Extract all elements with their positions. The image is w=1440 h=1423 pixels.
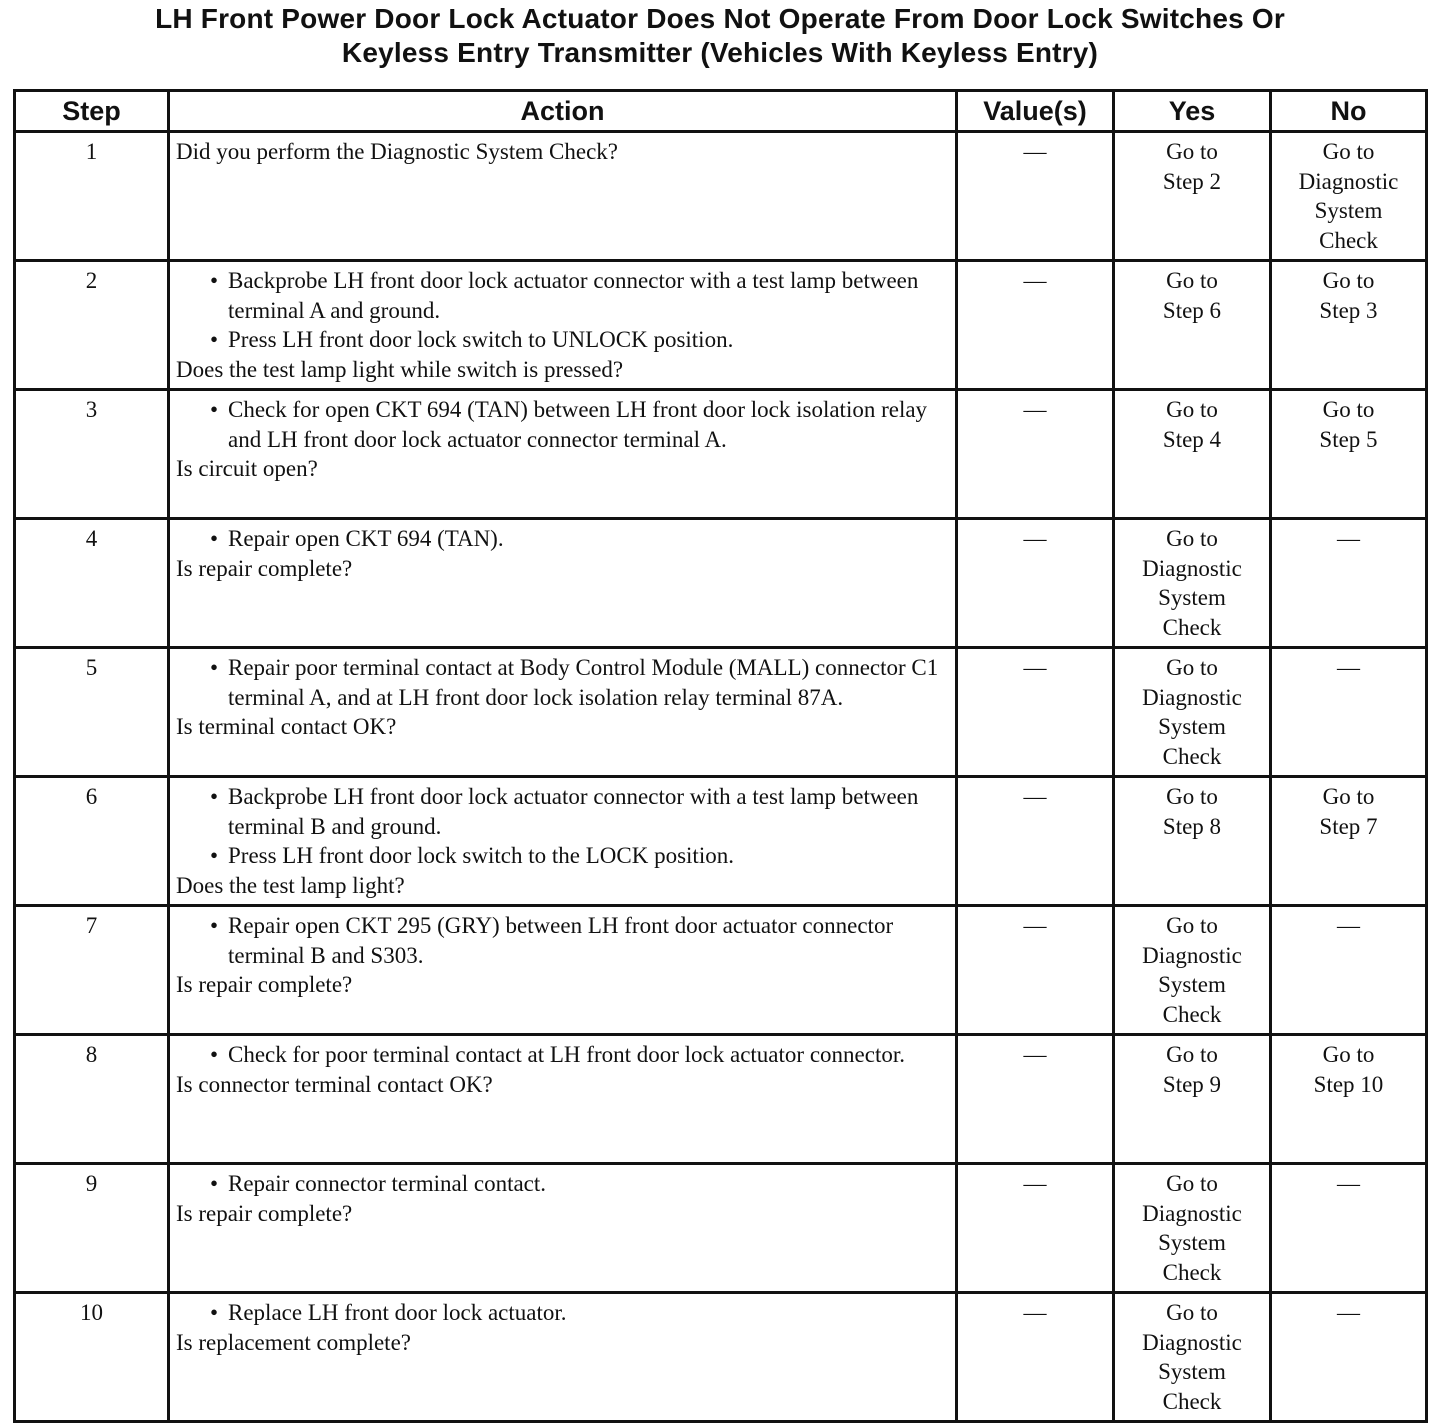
value-cell: — [957, 777, 1114, 906]
table-row [15, 132, 1427, 261]
header-no: No [1271, 91, 1427, 132]
no-cell: Go to Step 7 [1271, 777, 1427, 906]
step-number: 8 [15, 1035, 169, 1164]
no-cell: Go to Step 3 [1271, 261, 1427, 390]
table-row [15, 777, 1427, 906]
page-title [0, 2, 1440, 70]
no-cell: — [1271, 906, 1427, 1035]
step-number: 1 [15, 132, 169, 261]
title-line-2: Keyless Entry Transmitter (Vehicles With Keyless Entry) [341, 37, 1099, 68]
table-row [15, 1164, 1427, 1293]
action-cell [169, 519, 957, 648]
value-cell: — [957, 261, 1114, 390]
action-bullet: • Repair poor terminal contact at Body Control Module (MALL) connector C1 terminal A, and at LH front door lock isolation relay terminal 87A. [176, 653, 949, 712]
action-cell [169, 132, 957, 261]
value-cell: — [957, 648, 1114, 777]
yes-cell: Go to Step 2 [1114, 132, 1271, 261]
table-row [15, 648, 1427, 777]
table-row [15, 1035, 1427, 1164]
no-cell: — [1271, 648, 1427, 777]
table-body [15, 132, 1427, 1422]
no-cell: Go to Diagnostic System Check [1271, 132, 1427, 261]
yes-cell: Go to Diagnostic System Check [1114, 1164, 1271, 1293]
action-cell [169, 1035, 957, 1164]
action-bullet: • Check for poor terminal contact at LH front door lock actuator connector. [176, 1040, 949, 1070]
action-cell [169, 906, 957, 1035]
action-cell [169, 777, 957, 906]
action-question: Is repair complete? [176, 1200, 353, 1226]
action-question: Does the test lamp light while switch is pressed? [176, 356, 624, 382]
step-number: 2 [15, 261, 169, 390]
action-question: Is terminal contact OK? [176, 714, 397, 739]
action-question: Does the test lamp light? [176, 872, 405, 898]
header-action: Action [169, 91, 957, 132]
action-question: Is connector terminal contact OK? [176, 1071, 493, 1097]
action-bullet: • Press LH front door lock switch to the LOCK position. [176, 841, 949, 871]
table-header-row [15, 91, 1427, 132]
action-bullet: • Backprobe LH front door lock actuator connector with a test lamp between terminal A and ground. [176, 266, 949, 325]
value-cell: — [957, 132, 1114, 261]
no-cell: — [1271, 1164, 1427, 1293]
action-cell [169, 648, 957, 777]
value-cell: — [957, 519, 1114, 648]
action-bullet: • Check for open CKT 694 (TAN) between LH front door lock isolation relay and LH front door lock actuator connector terminal A. [176, 395, 949, 454]
action-bullet: • Press LH front door lock switch to UNLOCK position. [176, 325, 949, 355]
action-bullet: • Repair open CKT 694 (TAN). [176, 524, 949, 554]
yes-cell: Go to Diagnostic System Check [1114, 1293, 1271, 1422]
yes-cell: Go to Step 8 [1114, 777, 1271, 906]
step-number: 10 [15, 1293, 169, 1422]
table-row [15, 1293, 1427, 1422]
step-number: 9 [15, 1164, 169, 1293]
no-cell: Go to Step 10 [1271, 1035, 1427, 1164]
header-yes: Yes [1114, 91, 1271, 132]
diagnostic-table [13, 89, 1428, 1423]
value-cell: — [957, 1164, 1114, 1293]
table-row [15, 261, 1427, 390]
action-cell [169, 261, 957, 390]
action-cell [169, 1164, 957, 1293]
action-cell [169, 390, 957, 519]
no-cell: Go to Step 5 [1271, 390, 1427, 519]
action-bullet: • Repair connector terminal contact. [176, 1169, 949, 1199]
yes-cell: Go to Step 6 [1114, 261, 1271, 390]
action-bullet: • Backprobe LH front door lock actuator connector with a test lamp between terminal B and ground. [176, 782, 949, 841]
step-number: 5 [15, 648, 169, 777]
action-question: Is circuit open? [176, 456, 318, 481]
yes-cell: Go to Diagnostic System Check [1114, 648, 1271, 777]
action-question: Is repair complete? [176, 555, 353, 581]
yes-cell: Go to Step 9 [1114, 1035, 1271, 1164]
action-question: Is replacement complete? [176, 1329, 411, 1355]
value-cell: — [957, 1035, 1114, 1164]
action-bullet: • Replace LH front door lock actuator. [176, 1298, 949, 1328]
no-cell: — [1271, 519, 1427, 648]
action-question: Did you perform the Diagnostic System Check? [176, 139, 619, 164]
action-cell [169, 1293, 957, 1422]
value-cell: — [957, 390, 1114, 519]
action-question: Is repair complete? [176, 972, 353, 997]
yes-cell: Go to Step 4 [1114, 390, 1271, 519]
table-row [15, 390, 1427, 519]
yes-cell: Go to Diagnostic System Check [1114, 906, 1271, 1035]
step-number: 4 [15, 519, 169, 648]
header-step: Step [15, 91, 169, 132]
value-cell: — [957, 906, 1114, 1035]
table-row [15, 519, 1427, 648]
step-number: 7 [15, 906, 169, 1035]
title-line-1: LH Front Power Door Lock Actuator Does Not Operate From Door Lock Switches Or [155, 3, 1285, 34]
no-cell: — [1271, 1293, 1427, 1422]
header-values: Value(s) [957, 91, 1114, 132]
action-bullet: • Repair open CKT 295 (GRY) between LH front door actuator connector terminal B and S303. [176, 911, 949, 970]
table-row [15, 906, 1427, 1035]
yes-cell: Go to Diagnostic System Check [1114, 519, 1271, 648]
value-cell: — [957, 1293, 1114, 1422]
step-number: 3 [15, 390, 169, 519]
step-number: 6 [15, 777, 169, 906]
